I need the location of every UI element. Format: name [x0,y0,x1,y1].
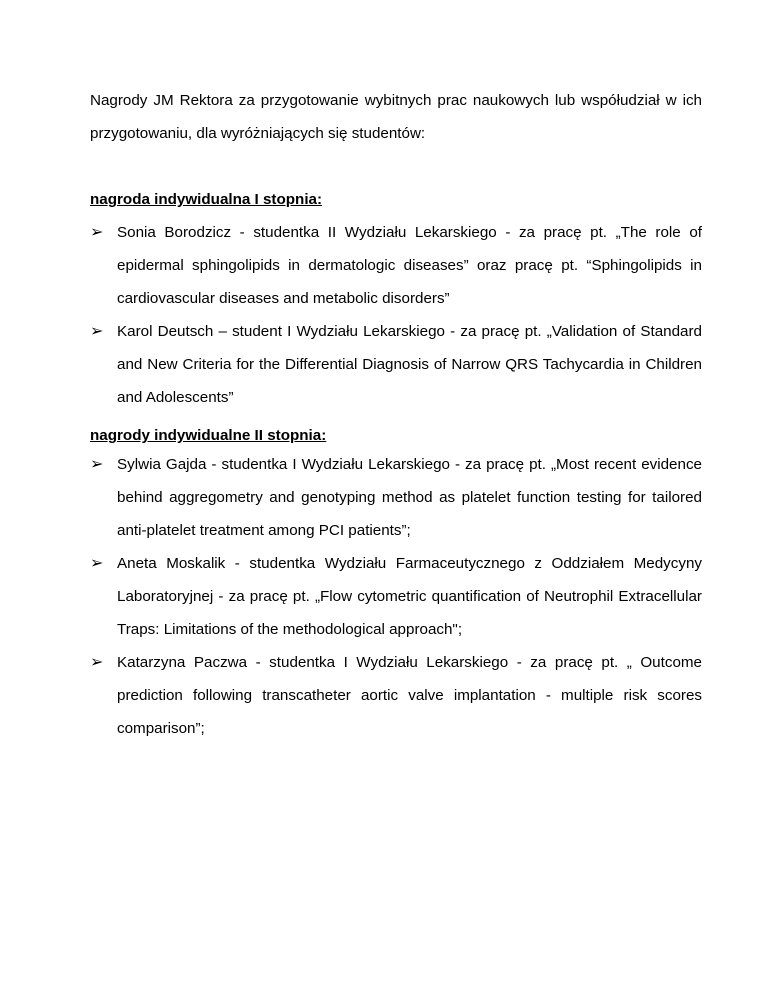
intro-paragraph: Nagrody JM Rektora za przygotowanie wybitnych prac naukowych lub współudział w ich przygotowaniu, dla wyróżniających się studentów: [90,92,702,142]
award-item-text: Sonia Borodzicz - studentka II Wydziału Lekarskiego - za pracę pt. „The role of epidermal sphingolipids in dermatologic diseases” oraz pracę pt. “Sphingolipids in cardiovascular diseases and metabolic disorders” [117,224,702,307]
arrow-bullet-icon: ➢ [90,555,104,572]
arrow-bullet-icon: ➢ [90,456,104,473]
award-item [90,547,702,646]
award-item [90,646,702,745]
award-item-text: Katarzyna Paczwa - studentka I Wydziału Lekarskiego - za pracę pt. „ Outcome prediction following transcatheter aortic valve implantation - multiple risk scores comparison”; [117,654,702,737]
arrow-bullet-icon: ➢ [90,323,104,340]
award-item-text: Karol Deutsch – student I Wydziału Lekarskiego - za pracę pt. „Validation of Standard and New Criteria for the Differential Diagnosis of Narrow QRS Tachycardia in Children and Adolescents” [117,323,702,406]
document-page [90,84,702,745]
award-item-text: Sylwia Gajda - studentka I Wydziału Lekarskiego - za pracę pt. „Most recent evidence behind aggregometry and genotyping method as platelet function testing for tailored anti-platelet treatment among PCI patients”; [117,456,702,539]
award-item [90,315,702,414]
award-item [90,216,702,315]
award-list-second-degree [90,448,702,745]
section-heading-first-degree: nagroda indywidualna I stopnia: [90,191,323,208]
award-item-text: Aneta Moskalik - studentka Wydziału Farmaceutycznego z Oddziałem Medycyny Laboratoryjnej - za pracę pt. „Flow cytometric quantification of Neutrophil Extracellular Traps: Limitations of the methodological approach"; [117,555,702,638]
award-item [90,448,702,547]
arrow-bullet-icon: ➢ [90,654,104,671]
award-list-first-degree [90,216,702,414]
arrow-bullet-icon: ➢ [90,224,104,241]
section-heading-second-degree: nagrody indywidualne II stopnia: [90,427,327,444]
